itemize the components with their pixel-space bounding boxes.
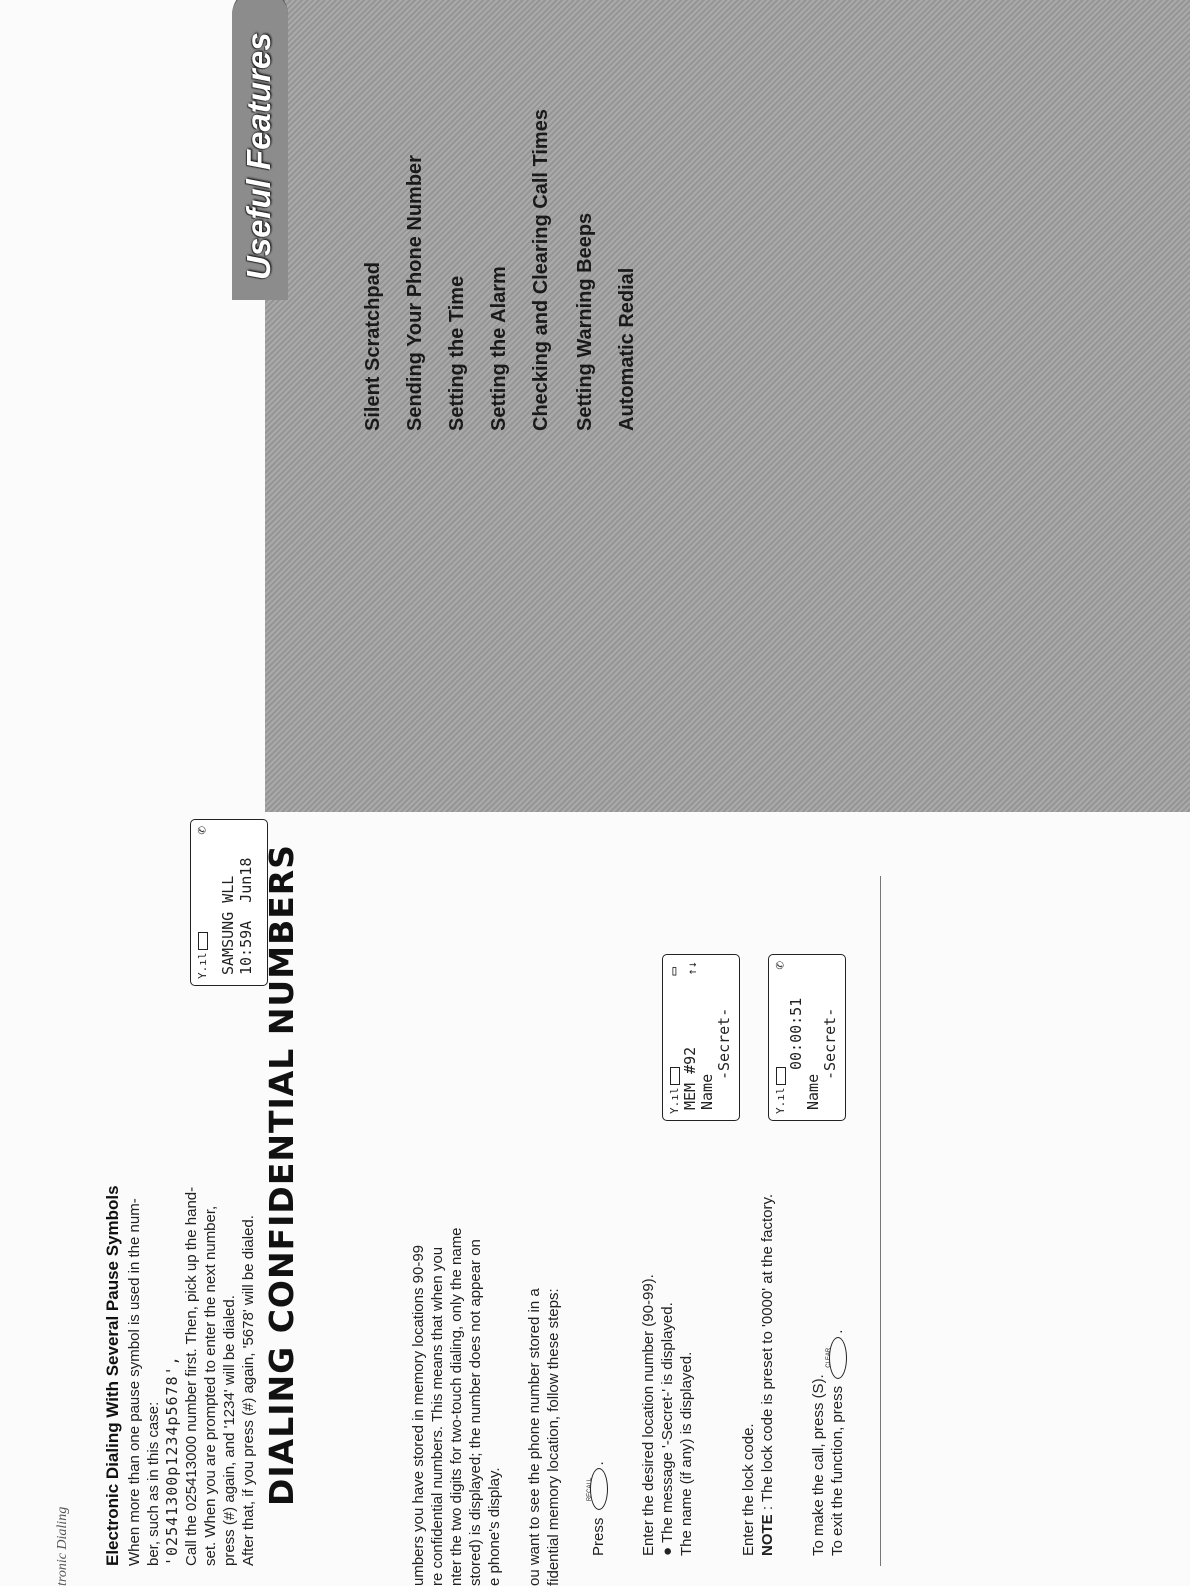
handset-icon: ✆ — [194, 826, 210, 835]
exit-function: To exit the function, press CLEAR . — [829, 1330, 847, 1556]
clear-key-label: CLEAR — [826, 1347, 833, 1368]
lcd-line: 00:00:51 — [787, 997, 805, 1070]
pause-section-title: Electronic Dialing With Several Pause Symbols — [103, 1185, 122, 1566]
toc-item: Silent Scratchpad — [362, 262, 384, 431]
intro-line: stored) is displayed; the number does not appear on — [467, 1239, 484, 1586]
book-icon: ▭ ↑↓ — [666, 961, 699, 976]
breadcrumb: tronic Dialing — [55, 1506, 70, 1586]
toc-item: Sending Your Phone Number — [404, 155, 426, 431]
steps-intro-line: fidential memory location, follow these steps: — [545, 1288, 562, 1586]
note-text: : The lock code is preset to '0000' at the factory. — [759, 1193, 776, 1515]
lcd-line: -Secret- — [715, 1007, 733, 1080]
note-label: NOTE — [759, 1514, 776, 1556]
pause-line: press (#) again, and '1234' will be dialed. — [221, 1295, 238, 1566]
step-line: Enter the desired location number (90-99). — [640, 1274, 657, 1556]
toc-item: Setting Warning Beeps — [574, 212, 596, 431]
toc-item: Setting the Time — [446, 275, 468, 431]
signal-battery-icon: Y.ıl — [772, 1068, 790, 1115]
lcd-line: SAMSUNG WLL — [219, 875, 237, 975]
step-line: ● The message '-Secret-' is displayed. — [659, 1302, 676, 1556]
toc-item: Automatic Redial — [616, 267, 638, 431]
intro-line: re confidential numbers. This means that when you — [429, 1246, 446, 1586]
toc-item: Checking and Clearing Call Times — [530, 109, 552, 431]
lcd-call-display — [768, 954, 846, 1121]
step-press-label: Press — [590, 1517, 607, 1556]
lcd-line: 10:59A Jun18 — [237, 857, 255, 975]
banner-title: Useful Features — [240, 32, 277, 280]
pause-line: set. When you are prompted to enter the next number, — [202, 1205, 219, 1566]
lcd-line: MEM #92 — [681, 1046, 699, 1110]
lcd-idle-display — [190, 819, 268, 986]
pause-line: Call the 025413000 number first. Then, pick up the hand- — [183, 1186, 200, 1566]
step-line: The name (if any) is displayed. — [678, 1351, 695, 1556]
lcd-line: Name — [804, 1073, 822, 1110]
signal-battery-icon: Y.ıl — [666, 1068, 684, 1115]
step-lock: Enter the lock code. — [740, 1423, 757, 1556]
bottom-rule — [880, 876, 881, 1566]
exit-function-label: To exit the function, press — [829, 1385, 846, 1556]
clear-key-icon — [826, 1337, 847, 1379]
banner-tab — [232, 0, 288, 300]
pause-number: '02541300p1234p5678', — [163, 1355, 181, 1566]
make-call: To make the call, press (S). — [810, 1374, 827, 1556]
note — [759, 1194, 776, 1556]
recall-key-label: RECALL — [587, 1477, 594, 1502]
lcd-line: -Secret- — [821, 1007, 839, 1080]
toc-item: Setting the Alarm — [488, 266, 510, 431]
step-press: Press RECALL . — [590, 1461, 608, 1556]
pause-line: When more than one pause symbol is used in the num- — [126, 1198, 143, 1566]
intro-line: nter the two digits for two-touch dialing, only the name — [448, 1227, 465, 1586]
page-heading: DIALING CONFIDENTIAL NUMBERS — [262, 844, 301, 1506]
lcd-mem-display — [662, 954, 740, 1121]
intro-line: umbers you have stored in memory locations 90-99 — [410, 1244, 427, 1586]
handset-icon: ✆ — [772, 961, 788, 970]
pause-line: After that, if you press (#) again, '5678' will be dialed. — [240, 1215, 257, 1566]
steps-intro-line: ou want to see the phone number stored in a — [526, 1288, 543, 1586]
signal-battery-icon: Y.ıl — [194, 933, 212, 980]
intro-line: e phone's display. — [486, 1467, 503, 1586]
recall-key-icon — [587, 1468, 608, 1510]
lcd-line: Name — [698, 1073, 716, 1110]
pause-line: ber, such as in this case: — [145, 1401, 162, 1566]
